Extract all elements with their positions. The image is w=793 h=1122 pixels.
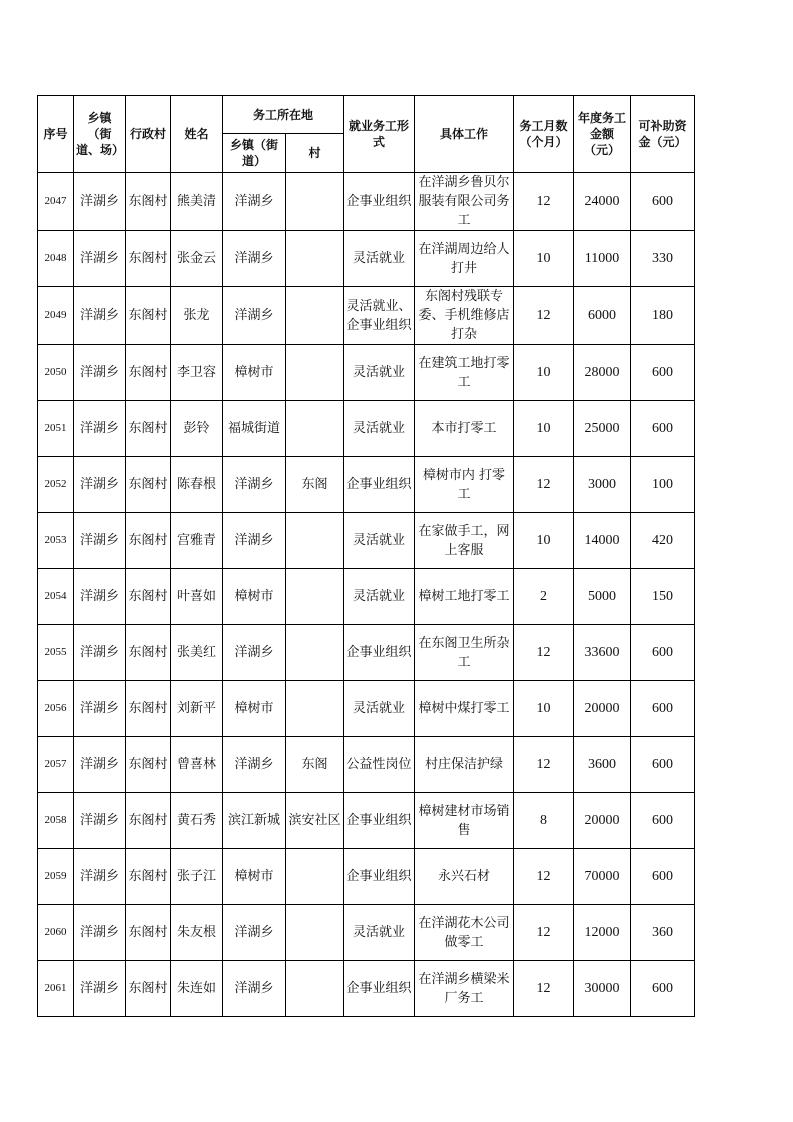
cell-work-village: 东阁	[286, 737, 344, 793]
cell-annual-income: 6000	[574, 287, 631, 345]
cell-work-township: 洋湖乡	[223, 173, 286, 231]
cell-work-village	[286, 345, 344, 401]
cell-township: 洋湖乡	[74, 681, 126, 737]
cell-work-village	[286, 287, 344, 345]
cell-seq: 2058	[38, 793, 74, 849]
table-row	[38, 961, 695, 1017]
cell-work-township: 樟树市	[223, 345, 286, 401]
cell-annual-income: 5000	[574, 569, 631, 625]
cell-job: 村庄保洁护绿	[415, 737, 514, 793]
cell-seq: 2049	[38, 287, 74, 345]
cell-village: 东阁村	[126, 401, 171, 457]
cell-work-township: 洋湖乡	[223, 457, 286, 513]
cell-work-village	[286, 625, 344, 681]
cell-employment-form: 企事业组织	[344, 457, 415, 513]
cell-work-village	[286, 849, 344, 905]
table-row	[38, 457, 695, 513]
cell-months: 12	[514, 905, 574, 961]
cell-job: 樟树建材市场销售	[415, 793, 514, 849]
cell-township: 洋湖乡	[74, 401, 126, 457]
cell-job: 在洋湖乡横梁米厂务工	[415, 961, 514, 1017]
cell-employment-form: 公益性岗位	[344, 737, 415, 793]
cell-employment-form: 企事业组织	[344, 793, 415, 849]
cell-name: 张金云	[171, 231, 223, 287]
cell-village: 东阁村	[126, 513, 171, 569]
cell-name: 朱友根	[171, 905, 223, 961]
cell-village: 东阁村	[126, 961, 171, 1017]
table-row	[38, 737, 695, 793]
cell-name: 彭铃	[171, 401, 223, 457]
cell-subsidy: 600	[631, 625, 695, 681]
cell-subsidy: 600	[631, 345, 695, 401]
cell-name: 熊美清	[171, 173, 223, 231]
header-work-location: 务工所在地	[223, 96, 344, 134]
cell-subsidy: 600	[631, 401, 695, 457]
cell-work-village	[286, 173, 344, 231]
cell-subsidy: 600	[631, 961, 695, 1017]
cell-months: 12	[514, 849, 574, 905]
cell-months: 2	[514, 569, 574, 625]
cell-seq: 2051	[38, 401, 74, 457]
cell-seq: 2054	[38, 569, 74, 625]
cell-annual-income: 30000	[574, 961, 631, 1017]
cell-months: 12	[514, 961, 574, 1017]
cell-township: 洋湖乡	[74, 793, 126, 849]
cell-work-township: 洋湖乡	[223, 513, 286, 569]
cell-work-township: 福城街道	[223, 401, 286, 457]
table-row	[38, 513, 695, 569]
cell-seq: 2048	[38, 231, 74, 287]
cell-township: 洋湖乡	[74, 849, 126, 905]
cell-work-township: 樟树市	[223, 569, 286, 625]
cell-months: 12	[514, 457, 574, 513]
table-row	[38, 625, 695, 681]
cell-annual-income: 3600	[574, 737, 631, 793]
table-row	[38, 793, 695, 849]
table-row	[38, 849, 695, 905]
cell-work-township: 洋湖乡	[223, 737, 286, 793]
cell-employment-form: 灵活就业	[344, 569, 415, 625]
cell-village: 东阁村	[126, 569, 171, 625]
header-annual-income: 年度务工金额（元）	[574, 96, 631, 173]
cell-work-township: 洋湖乡	[223, 287, 286, 345]
cell-job: 在东阁卫生所杂工	[415, 625, 514, 681]
cell-subsidy: 100	[631, 457, 695, 513]
cell-employment-form: 企事业组织	[344, 849, 415, 905]
header-township: 乡镇（街道、场）	[74, 96, 126, 173]
cell-annual-income: 70000	[574, 849, 631, 905]
cell-job: 在家做手工，网上客服	[415, 513, 514, 569]
cell-employment-form: 灵活就业	[344, 905, 415, 961]
table-row	[38, 287, 695, 345]
header-village: 行政村	[126, 96, 171, 173]
cell-employment-form: 企事业组织	[344, 625, 415, 681]
cell-annual-income: 28000	[574, 345, 631, 401]
cell-job: 永兴石材	[415, 849, 514, 905]
cell-subsidy: 150	[631, 569, 695, 625]
cell-annual-income: 14000	[574, 513, 631, 569]
cell-seq: 2047	[38, 173, 74, 231]
header-work-township: 乡镇（街道）	[223, 134, 286, 173]
cell-work-township: 滨江新城	[223, 793, 286, 849]
table-row	[38, 681, 695, 737]
cell-annual-income: 33600	[574, 625, 631, 681]
table-row	[38, 905, 695, 961]
cell-employment-form: 灵活就业	[344, 513, 415, 569]
cell-subsidy: 600	[631, 793, 695, 849]
table-row	[38, 401, 695, 457]
cell-job: 东阁村残联专委、手机维修店打杂	[415, 287, 514, 345]
cell-subsidy: 600	[631, 737, 695, 793]
cell-subsidy: 360	[631, 905, 695, 961]
cell-work-township: 洋湖乡	[223, 961, 286, 1017]
cell-months: 10	[514, 231, 574, 287]
cell-subsidy: 600	[631, 849, 695, 905]
cell-work-township: 洋湖乡	[223, 231, 286, 287]
cell-village: 东阁村	[126, 345, 171, 401]
cell-employment-form: 企事业组织	[344, 173, 415, 231]
cell-village: 东阁村	[126, 457, 171, 513]
cell-subsidy: 180	[631, 287, 695, 345]
cell-township: 洋湖乡	[74, 513, 126, 569]
header-subsidy: 可补助资金（元）	[631, 96, 695, 173]
cell-village: 东阁村	[126, 737, 171, 793]
cell-work-village: 滨安社区	[286, 793, 344, 849]
cell-village: 东阁村	[126, 231, 171, 287]
cell-seq: 2059	[38, 849, 74, 905]
cell-township: 洋湖乡	[74, 905, 126, 961]
cell-seq: 2056	[38, 681, 74, 737]
cell-months: 10	[514, 401, 574, 457]
header-months: 务工月数（个月）	[514, 96, 574, 173]
cell-name: 张龙	[171, 287, 223, 345]
table-row	[38, 569, 695, 625]
cell-months: 12	[514, 173, 574, 231]
cell-village: 东阁村	[126, 681, 171, 737]
cell-township: 洋湖乡	[74, 625, 126, 681]
cell-township: 洋湖乡	[74, 737, 126, 793]
cell-village: 东阁村	[126, 287, 171, 345]
cell-subsidy: 600	[631, 173, 695, 231]
cell-work-village	[286, 681, 344, 737]
header-seq: 序号	[38, 96, 74, 173]
cell-months: 10	[514, 681, 574, 737]
cell-subsidy: 600	[631, 681, 695, 737]
cell-months: 12	[514, 287, 574, 345]
cell-work-village: 东阁	[286, 457, 344, 513]
cell-employment-form: 灵活就业	[344, 345, 415, 401]
cell-annual-income: 12000	[574, 905, 631, 961]
header-row	[38, 96, 695, 134]
cell-seq: 2060	[38, 905, 74, 961]
subsidy-table	[37, 95, 695, 1017]
cell-village: 东阁村	[126, 625, 171, 681]
cell-township: 洋湖乡	[74, 961, 126, 1017]
cell-annual-income: 20000	[574, 681, 631, 737]
cell-seq: 2055	[38, 625, 74, 681]
cell-subsidy: 420	[631, 513, 695, 569]
header-name: 姓名	[171, 96, 223, 173]
cell-township: 洋湖乡	[74, 345, 126, 401]
cell-annual-income: 24000	[574, 173, 631, 231]
cell-job: 樟树市内 打零工	[415, 457, 514, 513]
cell-township: 洋湖乡	[74, 457, 126, 513]
cell-work-village	[286, 905, 344, 961]
header-work-village: 村	[286, 134, 344, 173]
cell-months: 12	[514, 625, 574, 681]
cell-name: 李卫容	[171, 345, 223, 401]
cell-job: 樟树工地打零工	[415, 569, 514, 625]
table-row	[38, 231, 695, 287]
cell-village: 东阁村	[126, 849, 171, 905]
cell-work-village	[286, 401, 344, 457]
cell-name: 陈春根	[171, 457, 223, 513]
cell-annual-income: 25000	[574, 401, 631, 457]
cell-annual-income: 20000	[574, 793, 631, 849]
header-employment-form: 就业务工形式	[344, 96, 415, 173]
cell-name: 黄石秀	[171, 793, 223, 849]
cell-seq: 2052	[38, 457, 74, 513]
cell-township: 洋湖乡	[74, 173, 126, 231]
cell-name: 曾喜林	[171, 737, 223, 793]
cell-name: 张美红	[171, 625, 223, 681]
cell-work-village	[286, 961, 344, 1017]
cell-township: 洋湖乡	[74, 287, 126, 345]
header-job: 具体工作	[415, 96, 514, 173]
cell-job: 樟树中煤打零工	[415, 681, 514, 737]
cell-months: 8	[514, 793, 574, 849]
cell-work-township: 洋湖乡	[223, 625, 286, 681]
cell-village: 东阁村	[126, 793, 171, 849]
cell-annual-income: 3000	[574, 457, 631, 513]
cell-work-township: 洋湖乡	[223, 905, 286, 961]
cell-job: 在洋湖花木公司做零工	[415, 905, 514, 961]
cell-work-township: 樟树市	[223, 849, 286, 905]
cell-name: 刘新平	[171, 681, 223, 737]
cell-township: 洋湖乡	[74, 231, 126, 287]
cell-job: 在建筑工地打零工	[415, 345, 514, 401]
table-row	[38, 173, 695, 231]
cell-subsidy: 330	[631, 231, 695, 287]
cell-employment-form: 灵活就业	[344, 681, 415, 737]
cell-job: 本市打零工	[415, 401, 514, 457]
cell-seq: 2057	[38, 737, 74, 793]
cell-township: 洋湖乡	[74, 569, 126, 625]
cell-employment-form: 灵活就业	[344, 231, 415, 287]
cell-work-township: 樟树市	[223, 681, 286, 737]
cell-months: 10	[514, 345, 574, 401]
cell-job: 在洋湖乡鲁贝尔服装有限公司务工	[415, 173, 514, 231]
cell-name: 张子江	[171, 849, 223, 905]
cell-seq: 2053	[38, 513, 74, 569]
cell-name: 宫雅青	[171, 513, 223, 569]
cell-employment-form: 企事业组织	[344, 961, 415, 1017]
cell-employment-form: 灵活就业	[344, 401, 415, 457]
cell-name: 叶喜如	[171, 569, 223, 625]
cell-job: 在洋湖周边给人打井	[415, 231, 514, 287]
cell-village: 东阁村	[126, 905, 171, 961]
cell-months: 10	[514, 513, 574, 569]
cell-village: 东阁村	[126, 173, 171, 231]
cell-work-village	[286, 569, 344, 625]
cell-employment-form: 灵活就业、企事业组织	[344, 287, 415, 345]
table-row	[38, 345, 695, 401]
cell-seq: 2061	[38, 961, 74, 1017]
cell-name: 朱连如	[171, 961, 223, 1017]
cell-seq: 2050	[38, 345, 74, 401]
cell-annual-income: 11000	[574, 231, 631, 287]
cell-work-village	[286, 231, 344, 287]
cell-work-village	[286, 513, 344, 569]
cell-months: 12	[514, 737, 574, 793]
